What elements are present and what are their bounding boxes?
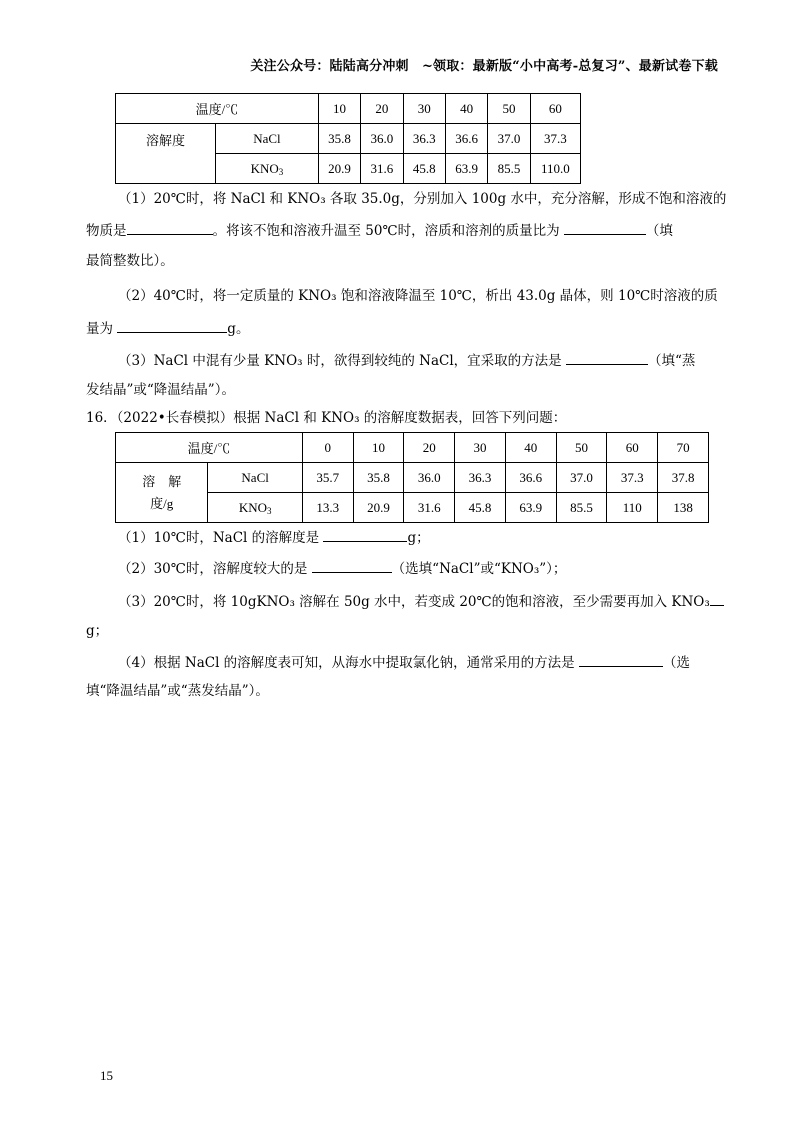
value-cell: 85.5 — [556, 493, 607, 523]
q15-part3-line1: （3）NaCl 中混有少量 KNO₃ 时，欲得到较纯的 NaCl，宜采取的方法是 （填“蒸 — [118, 350, 695, 370]
substance-nacl: NaCl — [216, 124, 319, 154]
temp-cell: 40 — [445, 94, 487, 124]
value-cell: 20.9 — [318, 154, 360, 184]
value-cell: 36.0 — [361, 124, 403, 154]
value-cell: 35.8 — [353, 463, 404, 493]
value-cell: 36.6 — [445, 124, 487, 154]
answer-blank[interactable] — [566, 350, 648, 365]
answer-blank[interactable] — [312, 558, 392, 573]
temp-cell: 50 — [488, 94, 530, 124]
answer-blank[interactable] — [117, 318, 227, 333]
value-cell: 36.3 — [455, 463, 506, 493]
solubility-table-2 — [115, 432, 709, 523]
answer-blank[interactable] — [127, 220, 213, 235]
temp-cell: 10 — [353, 433, 404, 463]
solubility-table-1 — [115, 93, 581, 184]
temp-cell: 0 — [302, 433, 353, 463]
value-cell: 37.0 — [488, 124, 530, 154]
answer-blank[interactable] — [579, 652, 663, 667]
q16-part4-line1: （4）根据 NaCl 的溶解度表可知，从海水中提取氯化钠，通常采用的方法是 （选 — [118, 652, 690, 672]
value-cell: 31.6 — [361, 154, 403, 184]
temp-cell: 30 — [455, 433, 506, 463]
value-cell: 138 — [658, 493, 709, 523]
value-cell: 20.9 — [353, 493, 404, 523]
value-cell: 31.6 — [404, 493, 455, 523]
value-cell: 13.3 — [302, 493, 353, 523]
q16-part3-line1: （3）20℃时，将 10gKNO₃ 溶解在 50g 水中，若变成 20℃的饱和溶液，至少需要再加入 KNO₃ — [118, 591, 724, 611]
value-cell: 45.8 — [403, 154, 445, 184]
value-cell: 37.8 — [658, 463, 709, 493]
row-label: 溶解度 — [116, 124, 216, 184]
answer-blank[interactable] — [710, 591, 724, 606]
value-cell: 45.8 — [455, 493, 506, 523]
value-cell: 110 — [607, 493, 658, 523]
temp-cell: 30 — [403, 94, 445, 124]
value-cell: 63.9 — [445, 154, 487, 184]
q15-part2-line2: 量为 g。 — [86, 318, 249, 338]
temp-cell: 60 — [530, 94, 580, 124]
value-cell: 37.3 — [607, 463, 658, 493]
temp-cell: 40 — [505, 433, 556, 463]
q16-title: 16．（2022•长春模拟）根据 NaCl 和 KNO₃ 的溶解度数据表，回答下列问题： — [86, 410, 567, 426]
q16-part1: （1）10℃时，NaCl 的溶解度是 g； — [118, 527, 430, 547]
page-header: 关注公众号：陆陆高分冲刺 ~领取：最新版“小中高考-总复习”、最新试卷下载 — [250, 59, 718, 74]
value-cell: 110.0 — [530, 154, 580, 184]
value-cell: 35.8 — [318, 124, 360, 154]
value-cell: 36.0 — [404, 463, 455, 493]
substance-nacl: NaCl — [208, 463, 302, 493]
q16-part2: （2）30℃时，溶解度较大的是 （选填“NaCl”或“KNO₃”）； — [118, 558, 566, 578]
q15-part1-line1: （1）20℃时，将 NaCl 和 KNO₃ 各取 35.0g，分别加入 100g 水中，充分溶解，形成不饱和溶液的 — [118, 191, 727, 207]
value-cell: 35.7 — [302, 463, 353, 493]
temp-cell: 20 — [404, 433, 455, 463]
temp-label: 温度/℃ — [116, 94, 319, 124]
value-cell: 63.9 — [505, 493, 556, 523]
q16-part4-line2: 填“降温结晶”或“蒸发结晶”）。 — [86, 683, 269, 699]
row-label: 溶 解 度/g — [116, 463, 208, 523]
page-number: 15 — [100, 1068, 113, 1083]
answer-blank[interactable] — [564, 220, 646, 235]
value-cell: 37.3 — [530, 124, 580, 154]
value-cell: 36.6 — [505, 463, 556, 493]
temp-cell: 10 — [318, 94, 360, 124]
temp-cell: 60 — [607, 433, 658, 463]
temp-cell: 50 — [556, 433, 607, 463]
temp-cell: 20 — [361, 94, 403, 124]
q15-part1-line3: 最简整数比）。 — [86, 253, 174, 269]
temp-cell: 70 — [658, 433, 709, 463]
q15-part1-line2: 物质是 。将该不饱和溶液升温至 50℃时，溶质和溶剂的质量比为 （填 — [86, 220, 673, 240]
q15-part2-line1: （2）40℃时，将一定质量的 KNO₃ 饱和溶液降温至 10℃，析出 43.0g 晶体，则 10℃时溶液的质 — [118, 288, 718, 304]
q15-part3-line2: 发结晶”或“降温结晶”）。 — [86, 382, 235, 398]
substance-kno3: $KNO_3$ — [208, 493, 302, 523]
substance-kno3: $KNO_3$ — [216, 154, 319, 184]
temp-label: 温度/℃ — [116, 433, 303, 463]
q16-part3-line2: g； — [86, 623, 109, 639]
value-cell: 36.3 — [403, 124, 445, 154]
value-cell: 85.5 — [488, 154, 530, 184]
answer-blank[interactable] — [323, 527, 407, 542]
value-cell: 37.0 — [556, 463, 607, 493]
